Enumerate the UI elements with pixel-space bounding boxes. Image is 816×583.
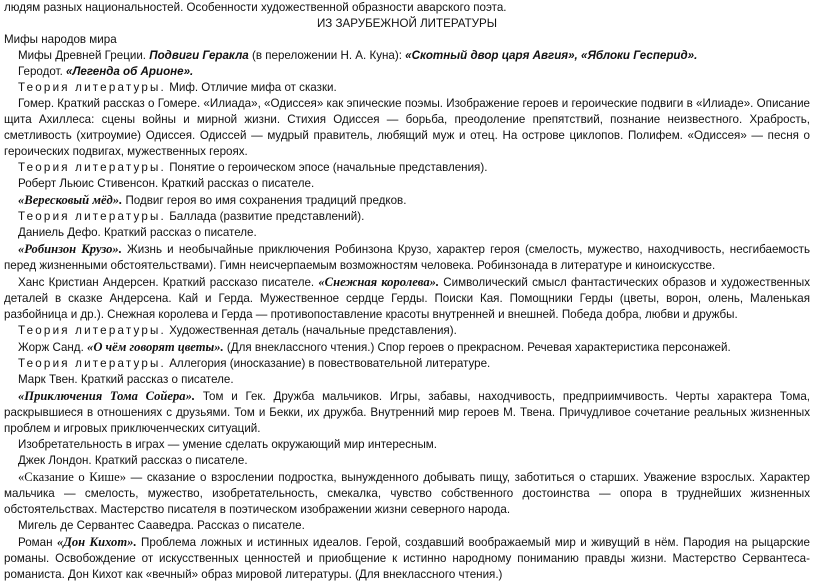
text: Художественная деталь (начальные представления). — [165, 324, 457, 337]
text-line: людям разных национальностей. Особенности художественной образности аварского поэта. — [4, 1, 507, 14]
work-title: «Вересковый мёд». — [18, 193, 123, 207]
work-title: «Скотный двор царя Авгия», «Яблоки Гесперид». — [405, 49, 698, 62]
theory-label: Теория литературы. — [18, 357, 166, 370]
text: Ханс Кристиан Андерсен. Краткий рассказо писателе. — [18, 276, 319, 289]
work-title: «Сказание о Кише» — [18, 470, 126, 484]
text: Понятие о героическом эпосе (начальные представления). — [165, 161, 488, 174]
text: Жорж Санд. — [18, 341, 88, 354]
subsection-title: Мифы народов мира — [4, 33, 117, 46]
text: Геродот. — [18, 65, 67, 78]
theory-label: Теория литературы. — [18, 324, 166, 337]
text: Подвиг героя во имя сохранения традиций предков. — [122, 194, 407, 207]
sand-paragraph — [4, 339, 810, 356]
work-title: Подвиги Геракла — [149, 49, 249, 62]
text: Жизнь и необычайные приключения Робинзона Крузо, характер героя (смелость, мужество, находчивость, несгибаемость перед жизненными обстоятельствами). Гимн неисчерпаемым возможностям человека. Робинзонада в литературе и киноискусстве. — [4, 243, 810, 272]
defoe-paragraph: Даниель Дефо. Краткий рассказ о писателе. — [18, 226, 257, 239]
text: Миф. Отличие мифа от сказки. — [165, 81, 337, 94]
work-title: «Легенда об Арионе». — [66, 65, 194, 78]
text: Символический смысл фантастических образов и художественных деталей в сказке Андерсена. Кай и Герда. Мужественное сердце Герды. Поиски Кая. Помощники Герды (цветы, ворон, олень, Маленькая разбойница и др.). Снежная королева и Герда — противопоставление красоты внутренней и внешней. Победа добра, любви и дружбы. — [4, 276, 810, 321]
text: Роман — [18, 536, 57, 549]
myths-paragraph — [4, 48, 810, 64]
invent-paragraph: Изобретательность в играх — умение сделать окружающий мир интересным. — [18, 438, 437, 451]
work-title: «Приключения Тома Сойера». — [18, 389, 196, 403]
text: Том и Гек. Дружба мальчиков. Игры, забавы, находчивость, предприимчивость. Черты характера Тома, раскрывшиеся в отношениях с друзьями. Том и Бекки, их дружба. Внутренний мир героев М. Твена. Причудливое сочетание реальных жизненных проблем и игровых приключенческих ситуаций. — [4, 390, 810, 435]
text: (в переложении Н. А. Куна): — [248, 49, 406, 62]
work-title: «Робинзон Крузо». — [18, 242, 122, 256]
andersen-paragraph — [4, 274, 810, 323]
text: Мифы Древней Греции. — [18, 49, 150, 62]
theory-paragraph — [4, 323, 810, 339]
theory-paragraph — [4, 209, 810, 225]
herodotus-paragraph — [4, 64, 810, 80]
heather-paragraph — [4, 192, 810, 209]
stevenson-paragraph: Роберт Льюис Стивенсон. Краткий рассказ о писателе. — [18, 177, 315, 190]
work-title: «Дон Кихот». — [56, 535, 137, 549]
cervantes-paragraph: Мигель де Сервантес Сааведра. Рассказ о писателе. — [18, 519, 305, 532]
text: Проблема ложных и истинных идеалов. Герой, создавший воображаемый мир и живущий в нём. Пародия на рыцарские романы. Освобождение от искусственных ценностей и приобщение к истинно народному пониманию правды жизни. Мастерство Сервантеса-романиста. Дон Кихот как «вечный» образ мировой литературы. (Для внеклассного чтения.) — [4, 536, 810, 581]
quixote-paragraph — [4, 534, 810, 583]
theory-paragraph — [4, 80, 810, 96]
twain-paragraph: Марк Твен. Краткий рассказ о писателе. — [18, 373, 234, 386]
theory-label: Теория литературы. — [18, 210, 166, 223]
kish-paragraph — [4, 469, 810, 518]
text: — сказание о взрослении подростка, вынужденного добывать пищу, заботиться о старших. Уважение взрослых. Характер мальчика — смелость, мужество, изобретательность, смекалка, чувство собственного достоинства — опора в труднейших жизненных обстоятельствах. Мастерство писателя в поэтическом изображении жизни северного народа. — [4, 471, 810, 516]
work-title: «Снежная королева». — [318, 275, 440, 289]
crusoe-paragraph — [4, 241, 810, 274]
theory-label: Теория литературы. — [18, 81, 166, 94]
theory-paragraph — [4, 356, 810, 372]
text: Аллегория (иносказание) в повествовательной литературе. — [165, 357, 491, 370]
section-heading: ИЗ ЗАРУБЕЖНОЙ ЛИТЕРАТУРЫ — [316, 17, 498, 30]
theory-paragraph — [4, 160, 810, 176]
london-paragraph: Джек Лондон. Краткий рассказ о писателе. — [18, 454, 248, 467]
homer-paragraph: Гомер. Краткий рассказ о Гомере. «Илиада», «Одиссея» как эпические поэмы. Изображение героев и героические подвиги в «Илиаде». Описание щита Ахиллеса: сцены войны и мирной жизни. Стихия Одиссея — борьба, преодоление препятствий, познание неизвестного. Храбрость, сметливость (хитроумие) Одиссея. Одиссей — мудрый правитель, любящий муж и отец. На острове циклопов. Полифем. «Одиссея» — песня о героических подвигах, мужественных героях. — [4, 97, 810, 158]
sawyer-paragraph — [4, 388, 810, 437]
text: Баллада (развитие представлений). — [165, 210, 365, 223]
theory-label: Теория литературы. — [18, 161, 166, 174]
text: (Для внеклассного чтения.) Спор героев о прекрасном. Речевая характеристика персонажей. — [223, 341, 731, 354]
work-title: «О чём говорят цветы». — [87, 340, 224, 354]
